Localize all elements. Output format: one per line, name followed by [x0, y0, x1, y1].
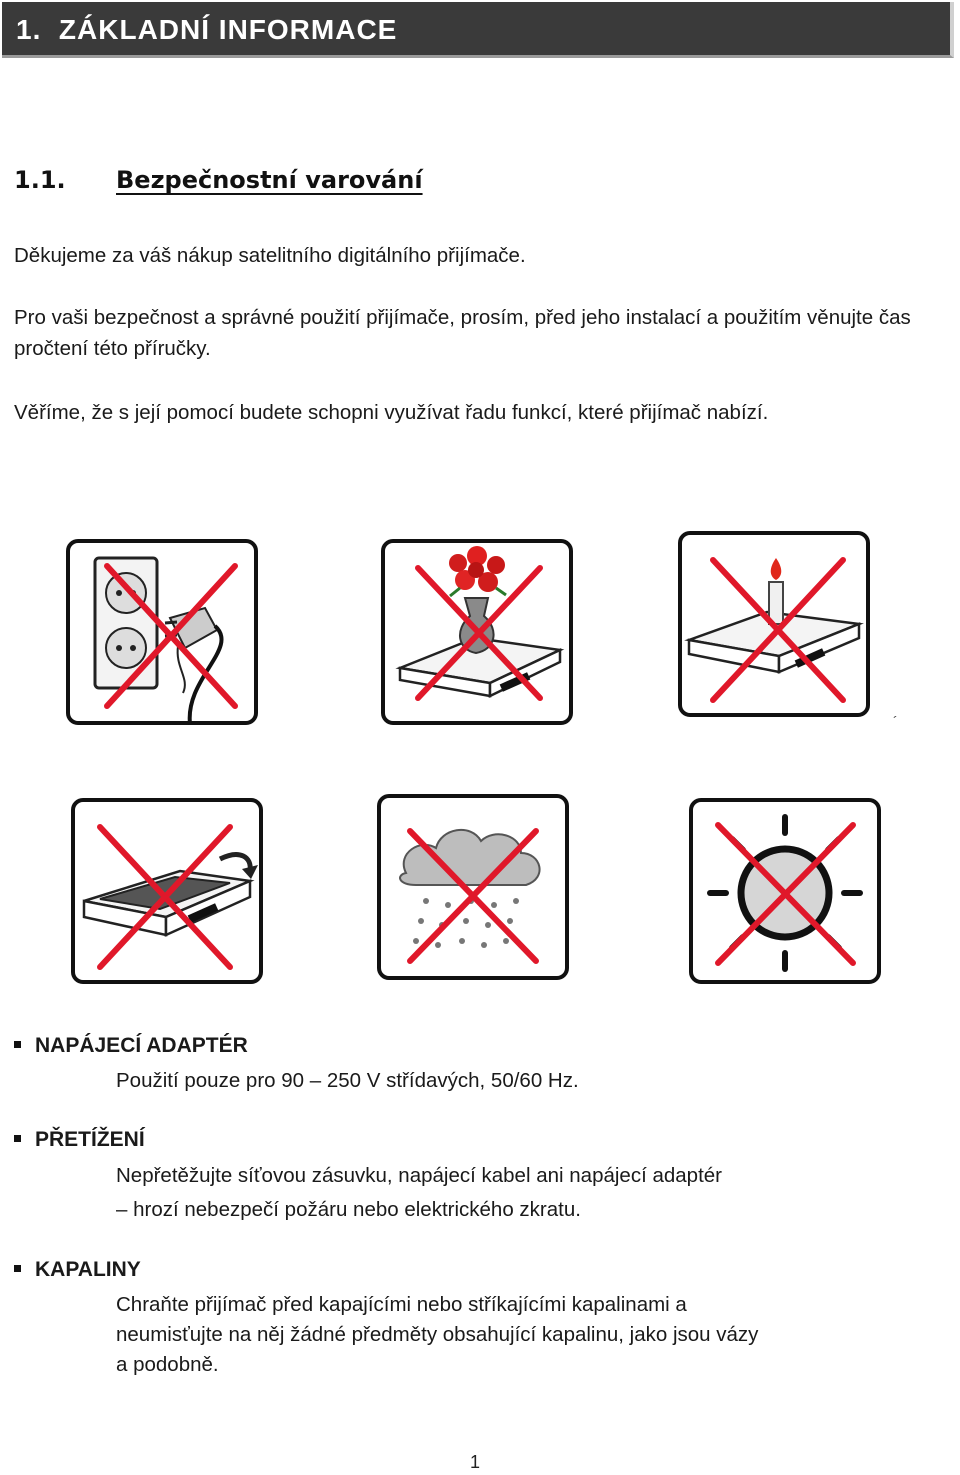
rain-prohibited-icon — [376, 793, 570, 981]
section-number: 1.1. — [14, 166, 66, 194]
bullet-line: neumisťujte na něj žádné předměty obsahující kapalinu, jako jsou vázy — [116, 1323, 759, 1346]
heat-sun-prohibited-icon — [688, 797, 882, 985]
bullet-liquids-heading — [14, 1258, 141, 1282]
chapter-title-text: ZÁKLADNÍ INFORMACE — [58, 14, 398, 45]
bullet-heading-text: KAPALINY — [35, 1258, 141, 1281]
bullet-heading-text: NAPÁJECÍ ADAPTÉR — [35, 1034, 248, 1057]
bullet-line: – hrozí nebezpečí požáru nebo elektrického zkratu. — [116, 1198, 581, 1221]
bullet-line: Použití pouze pro 90 – 250 V střídavých, 50/60 Hz. — [116, 1069, 579, 1092]
candle-on-receiver-prohibited-icon — [677, 530, 871, 718]
bullet-square-icon — [14, 1041, 21, 1048]
chapter-number: 1. — [16, 14, 42, 45]
chapter-title — [16, 14, 397, 46]
stray-mark: ´ — [893, 713, 898, 729]
section-title: Bezpečnostní varování — [116, 166, 423, 194]
bullet-square-icon — [14, 1135, 21, 1142]
section-heading — [14, 166, 423, 194]
bullet-overload-heading — [14, 1128, 145, 1152]
bullet-liquids-text — [116, 1290, 816, 1380]
open-receiver-prohibited-icon — [70, 797, 264, 985]
bullet-line: a podobně. — [116, 1353, 219, 1376]
bullet-line: Chraňte přijímač před kapajícími nebo stříkajícími kapalinami a — [116, 1293, 687, 1316]
page-number: 1 — [470, 1452, 481, 1472]
bullet-square-icon — [14, 1265, 21, 1272]
intro-paragraph-safety: Pro vaši bezpečnost a správné použití přijímače, prosím, před jeho instalací a použitím věnujte čas pročtení této příručky. — [14, 306, 911, 360]
intro-paragraph-features: Věříme, že s její pomocí budete schopni využívat řadu funkcí, které přijímač nabízí. — [14, 401, 769, 424]
bullet-power-adapter-text — [116, 1066, 816, 1096]
unplug-socket-prohibited-icon — [65, 538, 259, 726]
bullet-heading-text: PŘETÍŽENÍ — [35, 1128, 145, 1151]
bullet-overload-text — [116, 1161, 816, 1225]
intro-paragraph-thanks: Děkujeme za váš nákup satelitního digitálního přijímače. — [14, 244, 526, 267]
vase-on-receiver-prohibited-icon — [380, 538, 574, 726]
chapter-header-bar — [2, 2, 954, 58]
bullet-power-adapter-heading — [14, 1034, 248, 1058]
bullet-line: Nepřetěžujte síťovou zásuvku, napájecí kabel ani napájecí adaptér — [116, 1164, 722, 1187]
